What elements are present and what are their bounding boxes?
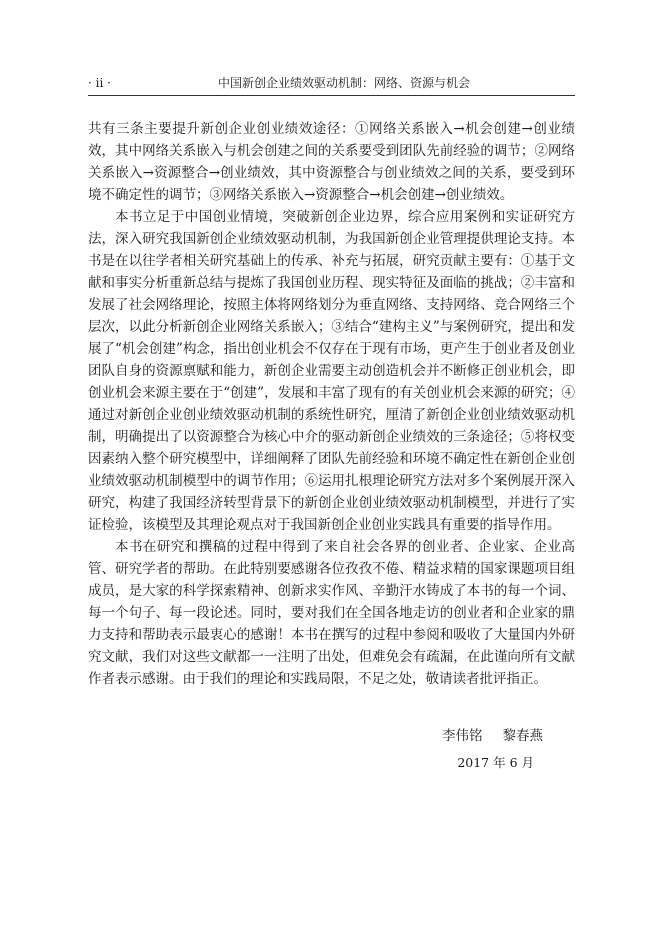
signature-date: 2017 年 6 月 bbox=[457, 755, 534, 770]
body-text bbox=[88, 118, 575, 690]
author-name-2: 黎春燕 bbox=[502, 728, 543, 744]
header-divider bbox=[88, 95, 575, 96]
author-signature bbox=[88, 726, 543, 746]
paragraph-continuation: 共有三条主要提升新创企业创业绩效途径：①网络关系嵌入→机会创建→创业绩效，其中网络关系嵌入与机会创建之间的关系要受到团队先前经验的调节；②网络关系嵌入→资源整合→创业绩效，其中资源整合与创业绩效之间的关系，要受到环境不确定性的调节；③网络关系嵌入→资源整合→机会创建→创业绩效。 bbox=[88, 121, 575, 203]
paragraph-acknowledgements: 本书在研究和撰稿的过程中得到了来自社会各界的创业者、企业家、企业高管、研究学者的帮助。在此特别要感谢各位孜孜不倦、精益求精的国家课题项目组成员，是大家的科学探索精神、创新求实作风、辛勤汗水铸成了本书的每一个词、每一个句子、每一段论述。同时，要对我们在全国各地走访的创业者和企业家的鼎力支持和帮助表示最衷心的感谢！本书在撰写的过程中参阅和吸收了大量国内外研究文献，我们对这些文献都一一注明了出处，但难免会有疏漏，在此谨向所有文献作者表示感谢。由于我们的理论和实践局限，不足之处，敬请读者批评指正。 bbox=[88, 539, 575, 687]
page-number: · ii · bbox=[88, 76, 111, 90]
author-name-1: 李伟铭 bbox=[442, 728, 483, 744]
paragraph-contributions: 本书立足于中国创业情境，突破新创企业边界，综合应用案例和实证研究方法，深入研究我国新创企业绩效驱动机制，为我国新创企业管理提供理论支持。本书是在以往学者相关研究基础上的传承、补充与拓展，研究贡献主要有：①基于文献和事实分析重新总结与提炼了我国创业历程、现实特征及面临的挑战；②丰富和发展了社会网络理论，按照主体将网络划分为垂直网络、支持网络、竞合网络三个层次，以此分析新创企业网络关系嵌入；③结合“建构主义”与案例研究，提出和发展了“机会创建”构念，指出创业机会不仅存在于现有市场，更产生于创业者及创业团队自身的资源禀赋和能力，新创企业需要主动创造机会并不断修正创业机会，即创业机会来源主要在于“创建”，发展和丰富了现有的有关创业机会来源的研究；④通过对新创企业创业绩效驱动机制的系统性研究，厘清了新创企业创业绩效驱动机制，明确提出了以资源整合为核心中介的驱动新创企业绩效的三条途径；⑤将权变因素纳入整个研究模型中，详细阐释了团队先前经验和环境不确定性在新创企业创业绩效驱动机制模型中的调节作用；⑥运用扎根理论研究方法对多个案例展开深入研究，构建了我国经济转型背景下的新创企业创业绩效驱动机制模型，并进行了实证检验，该模型及其理论观点对于我国新创企业创业实践具有重要的指导作用。 bbox=[88, 209, 575, 533]
running-header bbox=[88, 74, 575, 92]
header-title: 中国新创企业绩效驱动机制：网络、资源与机会 bbox=[218, 76, 471, 90]
